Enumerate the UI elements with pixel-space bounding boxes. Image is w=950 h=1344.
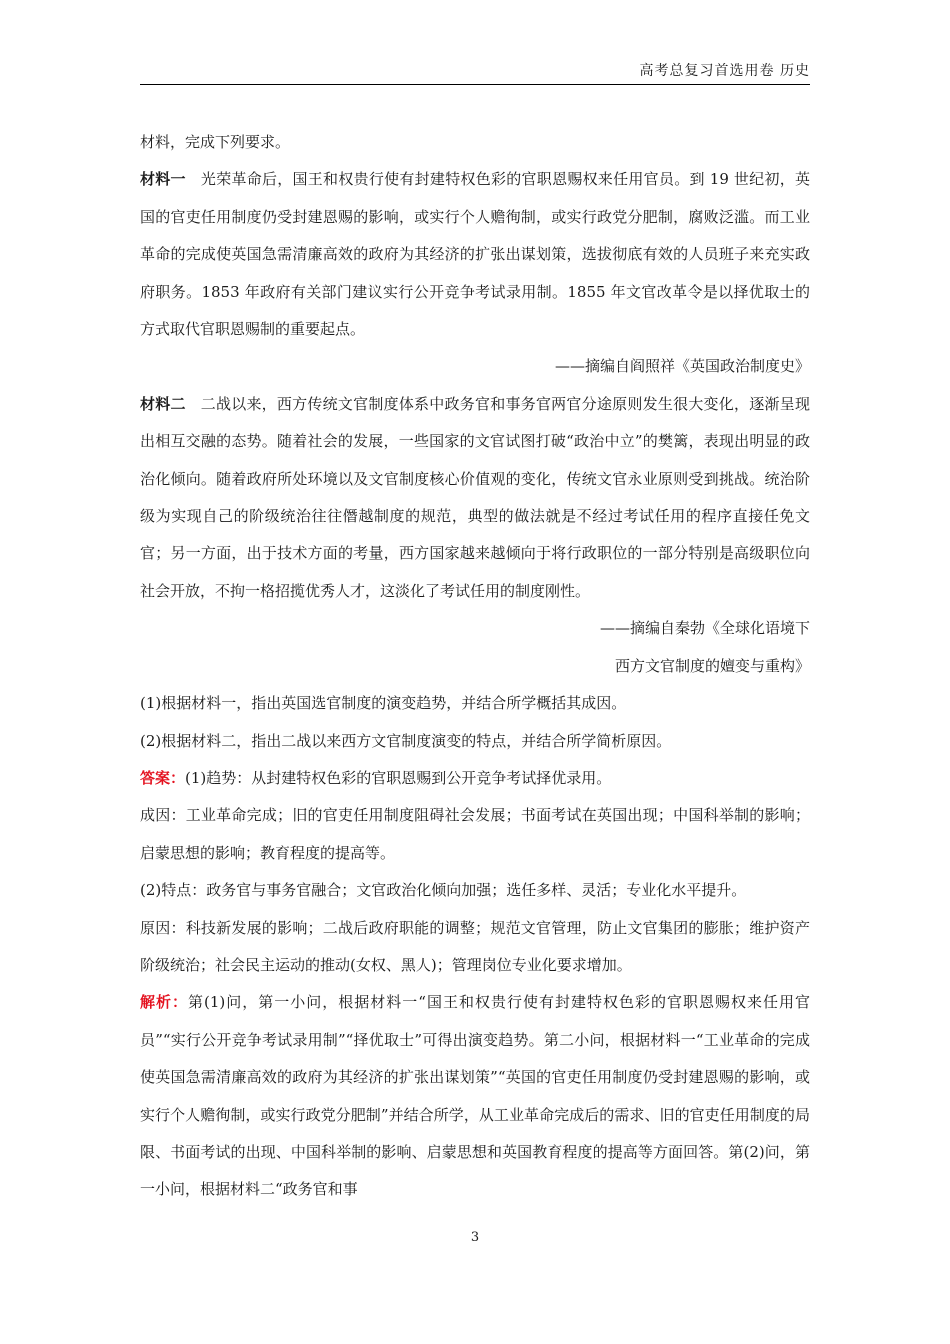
answer-text-1: (1)趋势：从封建特权色彩的官职恩赐到公开竞争考试择优录用。 [185,768,612,787]
material-two-source-line1: ——摘编自秦勃《全球化语境下 [599,619,810,638]
running-header: 高考总复习首选用卷 历史 [639,63,810,79]
material-two-label: 材料二 [140,394,186,413]
material-one-source: ——摘编自阎照祥《英国政治制度史》 [554,357,810,376]
answer-line-3: (2)特点：政务官与事务官融合；文官政治化倾向加强；选任多样、灵活；专业化水平提升。 [140,881,747,900]
question-1: (1)根据材料一，指出英国选官制度的演变趋势，并结合所学概括其成因。 [140,694,627,713]
analysis-paragraph [140,984,810,1208]
material-two [140,386,810,610]
analysis-label: 解析： [140,993,189,1012]
header-divider [140,84,810,85]
page-number: 3 [470,1230,480,1245]
material-one [140,161,810,348]
material-two-source-line2: 西方文官制度的嬗变与重构》 [614,656,810,675]
answer-line-1 [140,760,810,797]
answer-line-2: 成因：工业革命完成；旧的官吏任用制度阻碍社会发展；书面考试在英国出现；中国科举制的影响；启蒙思想的影响；教育程度的提高等。 [140,806,810,862]
intro-line: 材料，完成下列要求。 [140,133,291,151]
answer-line-4: 原因：科技新发展的影响；二战后政府职能的调整；规范文官管理，防止文官集团的膨胀；维护资产阶级统治；社会民主运动的推动(女权、黑人)；管理岗位专业化要求增加。 [140,918,810,974]
material-one-text: 光荣革命后，国王和权贵行使有封建特权色彩的官职恩赐权来任用官员。到 19 世纪初，英国的官吏任用制度仍受封建恩赐的影响，或实行个人赡徇制，或实行政党分肥制，腐败泛滥。而工业革命的完成使英国急需清廉高效的政府为其经济的扩张出谋划策，选拔彻底有效的人员班子来充实政府职务。1853 年政府有关部门建议实行公开竞争考试录用制。1855 年文官改革令是以择优取士的方式取代官职恩赐制的重要起点。 [140,170,810,339]
analysis-text: 第(1)问，第一小问，根据材料一“国王和权贵行使有封建特权色彩的官职恩赐权来任用官员”“实行公开竞争考试录用制”“择优取士”可得出演变趋势。第二小问，根据材料一“工业革命的完成使英国急需清廉高效的政府为其经济的扩张出谋划策”“英国的官吏任用制度仍受封建恩赐的影响，或实行个人赡徇制，或实行政党分肥制”并结合所学，从工业革命完成后的需求、旧的官吏任用制度的局限、书面考试的出现、中国科举制的影响、启蒙思想和英国教育程度的提高等方面回答。第(2)问，第一小问，根据材料二“政务官和事 [140,993,810,1199]
page-body [140,124,810,1209]
question-2: (2)根据材料二，指出二战以来西方文官制度演变的特点，并结合所学简析原因。 [140,731,672,750]
material-two-text: 二战以来，西方传统文官制度体系中政务官和事务官两官分途原则发生很大变化，逐渐呈现出相互交融的态势。随着社会的发展，一些国家的文官试图打破“政治中立”的樊篱，表现出明显的政治化倾向。随着政府所处环境以及文官制度核心价值观的变化，传统文官永业原则受到挑战。统治阶级为实现自己的阶级统治往往僭越制度的规范，典型的做法就是不经过考试任用的程序直接任免文官；另一方面，出于技术方面的考量，西方国家越来越倾向于将行政职位的一部分特别是高级职位向社会开放，不拘一格招揽优秀人才，这淡化了考试任用的制度刚性。 [140,394,810,600]
material-one-label: 材料一 [140,170,186,189]
answer-label: 答案： [140,768,186,787]
